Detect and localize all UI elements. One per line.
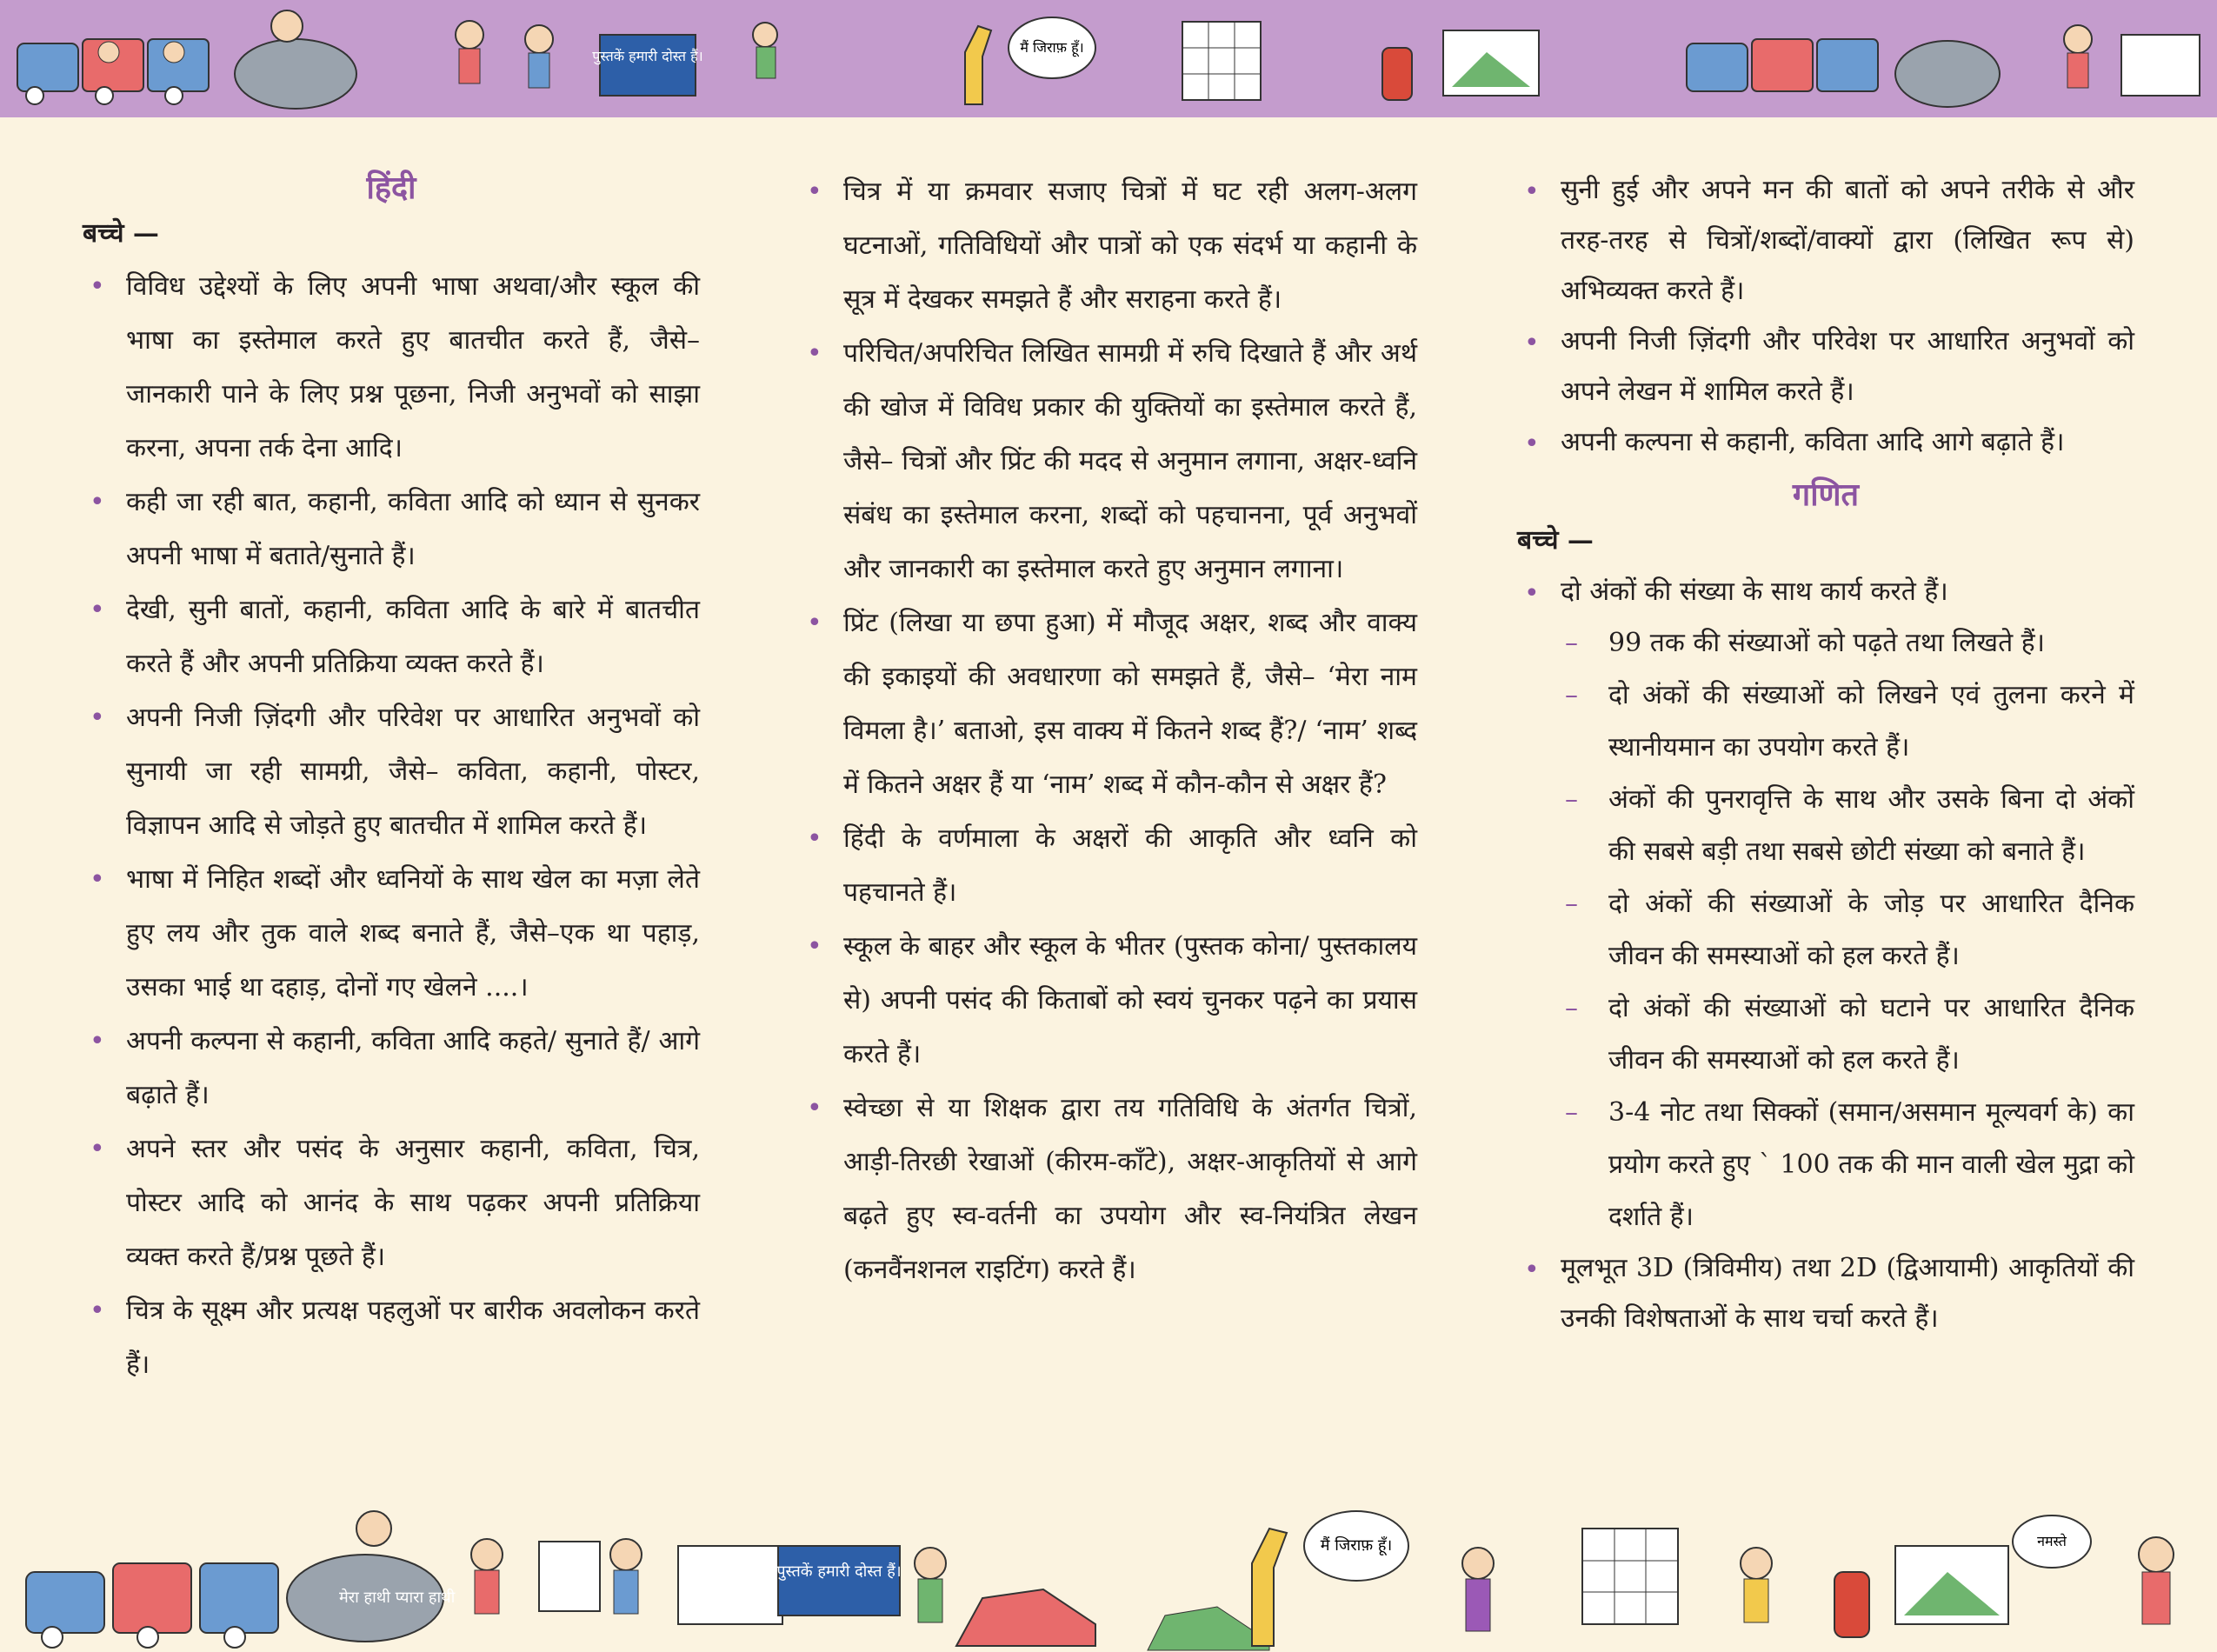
content-area xyxy=(0,117,2217,1494)
list-item: • कही जा रही बात, कहानी, कविता आदि को ध्यान से सुनकर अपनी भाषा में बताते/सुनाते हैं। xyxy=(90,487,700,571)
svg-text:मेरा हाथी प्यारा हाथी: मेरा हाथी प्यारा हाथी xyxy=(339,1589,456,1607)
sub-list-item: – दो अंकों की संख्याओं के जोड़ पर आधारित दैनिक जीवन की समस्याओं को हल करते हैं। xyxy=(1565,889,2134,971)
hindi-outcomes-list xyxy=(83,260,700,1392)
list-item: • अपनी कल्पना से कहानी, कविता आदि कहते/ सुनाते हैं/ आगे बढ़ाते हैं। xyxy=(90,1026,700,1110)
sub-list-item: – दो अंकों की संख्याओं को घटाने पर आधारित दैनिक जीवन की समस्याओं को हल करते हैं। xyxy=(1565,993,2134,1076)
children-doodle-illustration xyxy=(0,0,2217,117)
section-title-maths: गणित xyxy=(1792,476,1860,513)
column-hindi-1 xyxy=(83,161,700,1392)
list-item: • मूलभूत 3D (त्रिविमीय) तथा 2D (द्विआयामी) आकृतियों की उनकी विशेषताओं के साथ चर्चा करते हैं। xyxy=(1524,1253,2134,1334)
hindi-outcomes-list-continued xyxy=(800,165,1417,1297)
maths-outcomes-list-2 xyxy=(1517,1243,2134,1344)
list-item: • अपनी कल्पना से कहानी, कविता आदि आगे बढ़ाते हैं। xyxy=(1524,427,2065,459)
sub-list-item: – 3-4 नोट तथा सिक्कों (समान/असमान मूल्यवर्ग के) का प्रयोग करते हुए ` 100 तक की मान वाली खेल मुद्रा को दर्शाते हैं। xyxy=(1565,1097,2134,1232)
list-item: • चित्र के सूक्ष्म और प्रत्यक्ष पहलुओं पर बारीक अवलोकन करते हैं। xyxy=(90,1296,700,1380)
column-hindi-maths xyxy=(1517,165,2134,1344)
list-item: • अपने स्तर और पसंद के अनुसार कहानी, कविता, चित्र, पोस्टर आदि को आनंद के साथ पढ़कर अपनी प्रतिक्रिया व्यक्त करते हैं/प्रश्न पूछते हैं। xyxy=(90,1134,700,1272)
top-decorative-band xyxy=(0,0,2217,117)
list-item: • परिचित/अपरिचित लिखित सामग्री में रुचि दिखाते हैं और अर्थ की खोज में विविध प्रकार की युक्तियों का इस्तेमाल करते हैं, जैसे– चित्रों और प्रिंट की मदद से अनुमान लगाना, अक्षर-ध्वनि संबंध का इस्तेमाल करना, शब्दों को पहचानना, पूर्व अनुभवों और जानकारी का इस्तेमाल करते हुए अनुमान लगाना। xyxy=(807,338,1417,584)
hindi-outcomes-list-end xyxy=(1517,165,2134,468)
list-item: • विविध उद्देश्यों के लिए अपनी भाषा अथवा/और स्कूल की भाषा का इस्तेमाल करते हुए बातचीत करते हैं, जैसे– जानकारी पाने के लिए प्रश्न पूछना, निजी अनुभवों को साझा करना, अपना तर्क देना आदि। xyxy=(90,271,700,463)
list-item: • प्रिंट (लिखा या छपा हुआ) में मौजूद अक्षर, शब्द और वाक्य की इकाइयों की अवधारणा को समझते हैं, जैसे– ‘मेरा नाम विमला है।’ बताओ, इस वाक्य में कितने शब्द हैं?/ ‘नाम’ शब्द में कितने अक्षर हैं या ‘नाम’ शब्द में कौन-कौन से अक्षर हैं? xyxy=(807,608,1417,800)
kids-label: बच्चे — xyxy=(1517,525,1594,556)
list-item: • अपनी निजी ज़िंदगी और परिवेश पर आधारित अनुभवों को सुनायी जा रही सामग्री, जैसे– कविता, कहानी, पोस्टर, विज्ञापन आदि से जोड़ते हुए बातचीत में शामिल करते हैं। xyxy=(90,703,700,841)
list-item: • स्कूल के बाहर और स्कूल के भीतर (पुस्तक कोना/ पुस्तकालय से) अपनी पसंद की किताबों को स्वयं चुनकर पढ़ने का प्रयास करते हैं। xyxy=(807,931,1417,1069)
maths-sub-list xyxy=(1517,617,2134,1243)
children-doodle-illustration-bottom xyxy=(0,1494,2217,1652)
column-hindi-2 xyxy=(800,165,1417,1297)
maths-outcomes-list xyxy=(1517,567,2134,617)
svg-text:मैं जिराफ़ हूँ।: मैं जिराफ़ हूँ। xyxy=(1320,1536,1393,1555)
svg-text:पुस्तकें हमारी दोस्त हैं।: पुस्तकें हमारी दोस्त हैं। xyxy=(776,1562,902,1581)
sub-list-item: – 99 तक की संख्याओं को पढ़ते तथा लिखते हैं। xyxy=(1565,628,2046,658)
list-item: • भाषा में निहित शब्दों और ध्वनियों के साथ खेल का मज़ा लेते हुए लय और तुक वाले शब्द बनाते हैं, जैसे–एक था पहाड़, उसका भाई था दहाड़, दोनों गए खेलने ....। xyxy=(90,864,700,1003)
bottom-decorative-band xyxy=(0,1494,2217,1652)
sub-list-item: – दो अंकों की संख्याओं को लिखने एवं तुलना करने में स्थानीयमान का उपयोग करते हैं। xyxy=(1565,680,2134,763)
svg-text:नमस्ते: नमस्ते xyxy=(2037,1533,2067,1549)
train-illustration xyxy=(17,39,209,104)
section-title-hindi: हिंदी xyxy=(366,170,416,206)
sub-list-item: – अंकों की पुनरावृत्ति के साथ और उसके बिना दो अंकों की सबसे बड़ी तथा सबसे छोटी संख्या को बनाते हैं। xyxy=(1565,784,2134,867)
list-item: • स्वेच्छा से या शिक्षक द्वारा तय गतिविधि के अंतर्गत चित्रों, आड़ी-तिरछी रेखाओं (कीरम-काँटे), अक्षर-आकृतियों से आगे बढ़ते हुए स्व-वर्तनी का उपयोग और स्व-नियंत्रित लेखन (कनवैंनशनल राइटिंग) करते हैं। xyxy=(807,1093,1417,1285)
list-item: • हिंदी के वर्णमाला के अक्षरों की आकृति और ध्वनि को पहचानते हैं। xyxy=(807,823,1417,908)
list-item: • अपनी निजी ज़िंदगी और परिवेश पर आधारित अनुभवों को अपने लेखन में शामिल करते हैं। xyxy=(1524,326,2134,407)
svg-text:मैं जिराफ़ हूँ।: मैं जिराफ़ हूँ। xyxy=(1020,39,1084,56)
list-item: • सुनी हुई और अपने मन की बातों को अपने तरीके से और तरह-तरह से चित्रों/शब्दों/वाक्यों द्वारा (लिखित रूप से) अभिव्यक्त करते हैं। xyxy=(1524,175,2134,306)
list-item: • देखी, सुनी बातों, कहानी, कविता आदि के बारे में बातचीत करते हैं और अपनी प्रतिक्रिया व्यक्त करते हैं। xyxy=(90,595,700,679)
list-item: • दो अंकों की संख्या के साथ कार्य करते हैं। xyxy=(1524,576,1948,609)
list-item: • चित्र में या क्रमवार सजाए चित्रों में घट रही अलग-अलग घटनाओं, गतिविधियों और पात्रों को एक संदर्भ या कहानी के सूत्र में देखकर समझते हैं और सराहना करते हैं। xyxy=(807,177,1417,315)
kids-label: बच्चे — xyxy=(83,218,159,249)
svg-text:पुस्तकें हमारी दोस्त हैं।: पुस्तकें हमारी दोस्त हैं। xyxy=(592,48,703,64)
